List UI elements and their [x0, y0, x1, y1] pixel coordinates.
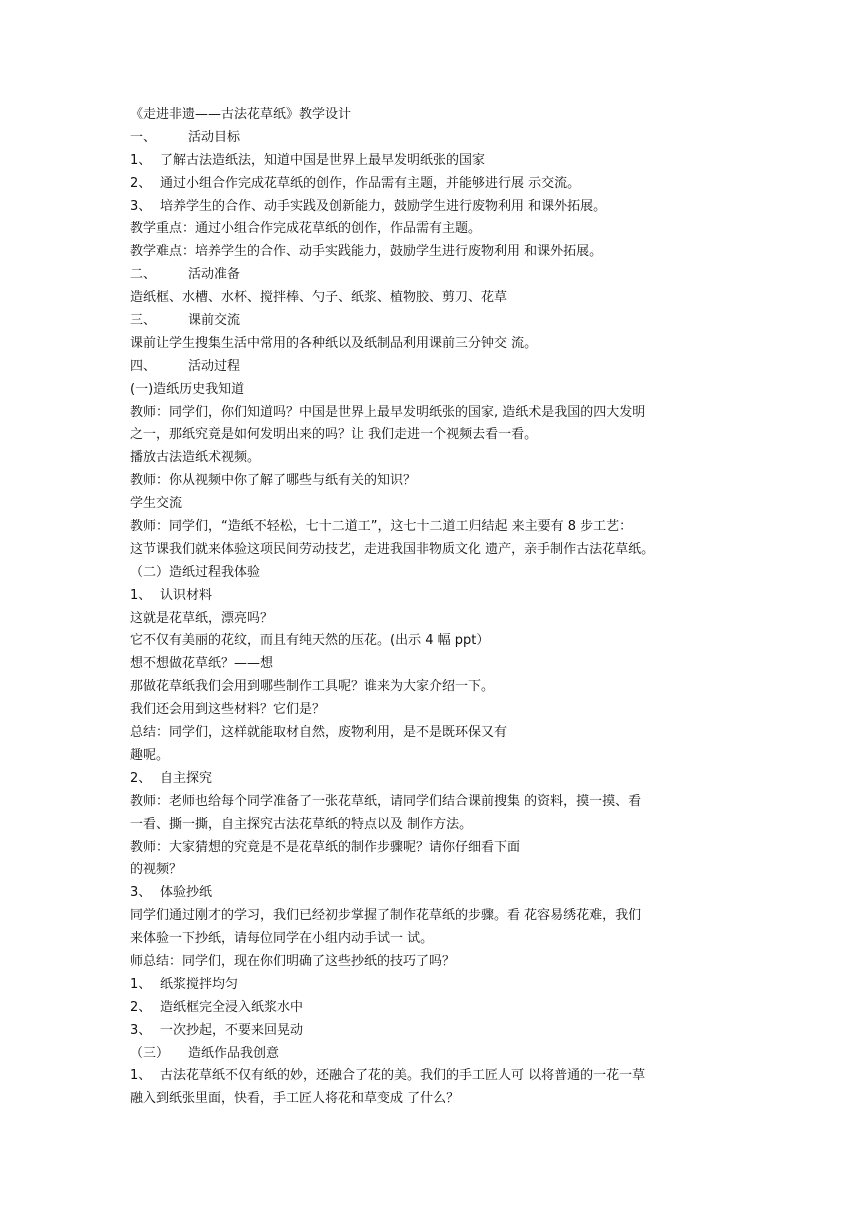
line-text: 想不想做花草纸？——想	[130, 656, 274, 672]
line-number: 3、	[130, 1022, 152, 1038]
line-text: 我们还会用到这些材料？它们是？	[130, 702, 326, 718]
line-text: 趣呢。	[130, 747, 170, 763]
line-text: 活动目标	[188, 129, 241, 145]
text-line	[130, 745, 735, 768]
line-text: 的视频？	[130, 862, 183, 878]
line-text: 通过小组合作完成花草纸的创作，作品需有主题，并能够进行展 示交流。	[160, 175, 581, 191]
text-line	[130, 791, 735, 814]
line-text: 之一，那纸究竟是如何发明出来的吗？让 我们走进一个视频去看一看。	[130, 427, 538, 443]
line-number: 1、	[130, 976, 152, 992]
line-text: 活动准备	[188, 267, 241, 283]
text-line	[130, 1065, 735, 1088]
line-number: 三、	[130, 313, 157, 329]
line-number: 二、	[130, 267, 157, 283]
text-line	[130, 424, 735, 447]
line-text: 培养学生的合作、动手实践及创新能力，鼓励学生进行废物利用 和课外拓展。	[160, 198, 607, 214]
line-text: 教师：大家猜想的究竟是不是花草纸的制作步骤呢？请你仔细看下面	[130, 839, 521, 855]
line-text: 播放古法造纸术视频。	[130, 450, 261, 466]
line-text: 教学难点：培养学生的合作、动手实践能力，鼓励学生进行废物利用 和课外拓展。	[130, 244, 603, 260]
text-line	[130, 470, 735, 493]
line-text: 总结：同学们，这样就能取材自然，废物利用，是不是既环保又有	[130, 725, 508, 741]
line-text: (一)造纸历史我知道	[130, 381, 245, 397]
text-line	[130, 837, 735, 860]
text-line	[130, 814, 735, 837]
text-line	[130, 310, 735, 333]
text-line	[130, 630, 735, 653]
line-text: 一看、撕一撕，自主探究古法花草纸的特点以及 制作方法。	[130, 816, 473, 832]
line-text: 融入到纸张里面，快看，手工匠人将花和草变成 了什么？	[130, 1091, 460, 1107]
line-text: 认识材料	[160, 587, 213, 603]
line-number: 3、	[130, 198, 152, 214]
line-text: 教师：同学们，“造纸不轻松，七十二道工”，这七十二道工归结起 来主要有 8 步工艺：	[130, 519, 633, 535]
line-text: 它不仅有美丽的花纹，而且有纯天然的压花。(出示 4 幅 ppt）	[130, 633, 490, 649]
text-line	[130, 287, 735, 310]
text-line	[130, 516, 735, 539]
line-number: （三）	[130, 1045, 170, 1061]
line-text: 古法花草纸不仅有纸的妙，还融合了花的美。我们的手工匠人可 以将普通的一花一草	[160, 1068, 646, 1084]
line-number: 2、	[130, 999, 152, 1015]
line-text: 教学重点：通过小组合作完成花草纸的创作，作品需有主题。	[130, 221, 482, 237]
text-line	[130, 768, 735, 791]
line-number: 1、	[130, 587, 152, 603]
text-line	[130, 104, 735, 127]
line-text: 了解古法造纸法，知道中国是世界上最早发明纸张的国家	[160, 152, 486, 168]
line-number: 四、	[130, 358, 157, 374]
text-line	[130, 859, 735, 882]
text-line	[130, 699, 735, 722]
line-text: 一次抄起，不要来回晃动	[160, 1022, 304, 1038]
text-line	[130, 676, 735, 699]
text-line	[130, 722, 735, 745]
line-number: 2、	[130, 770, 152, 786]
text-line	[130, 928, 735, 951]
text-line	[130, 402, 735, 425]
line-number: 一、	[130, 129, 157, 145]
line-text: 纸浆搅拌均匀	[160, 976, 239, 992]
line-text: 学生交流	[130, 496, 183, 512]
line-text: 教师：同学们，你们知道吗？中国是世界上最早发明纸张的国家, 造纸术是我国的四大发明	[130, 404, 646, 420]
line-text: 造纸框、水槽、水杯、搅拌棒、勺子、纸浆、植物胶、剪刀、花草	[130, 290, 508, 306]
text-line	[130, 241, 735, 264]
text-line	[130, 539, 735, 562]
line-number: 2、	[130, 175, 152, 191]
text-line	[130, 585, 735, 608]
line-text: 来体验一下抄纸，请每位同学在小组内动手试一 试。	[130, 931, 434, 947]
line-text: 这就是花草纸，漂亮吗？	[130, 610, 274, 626]
line-text: 同学们通过刚才的学习，我们已经初步掌握了制作花草纸的步骤。看 花容易绣花难，我们	[130, 908, 642, 924]
line-number: 1、	[130, 152, 152, 168]
line-number: 3、	[130, 885, 152, 901]
line-text: 教师：老师也给每个同学准备了一张花草纸，请同学们结合课前搜集 的资料，摸一摸、看	[130, 793, 642, 809]
text-line	[130, 127, 735, 150]
text-line	[130, 1043, 735, 1066]
text-line	[130, 333, 735, 356]
text-line	[130, 264, 735, 287]
text-line	[130, 447, 735, 470]
line-text: 那做花草纸我们会用到哪些制作工具呢？谁来为大家介绍一下。	[130, 679, 495, 695]
text-line	[130, 173, 735, 196]
line-text: 体验抄纸	[160, 885, 213, 901]
line-text: 这节课我们就来体验这项民间劳动技艺，走进我国非物质文化 遗产，亲手制作古法花草纸。	[130, 541, 655, 557]
text-line	[130, 379, 735, 402]
text-line	[130, 493, 735, 516]
text-line	[130, 882, 735, 905]
line-text: 《走进非遗——古法花草纸》教学设计	[130, 107, 352, 122]
line-text: 教师：你从视频中你了解了哪些与纸有关的知识？	[130, 473, 417, 489]
line-text: 课前交流	[188, 313, 241, 329]
text-line	[130, 218, 735, 241]
line-text: 课前让学生搜集生活中常用的各种纸以及纸制品利用课前三分钟交 流。	[130, 335, 538, 351]
text-line	[130, 653, 735, 676]
line-number: 1、	[130, 1068, 152, 1084]
document-body	[130, 104, 735, 1111]
line-text: 活动过程	[188, 358, 241, 374]
line-text: 造纸作品我创意	[188, 1045, 280, 1061]
text-line	[130, 356, 735, 379]
line-text: 造纸框完全浸入纸浆水中	[160, 999, 304, 1015]
line-text: 自主探究	[160, 770, 213, 786]
text-line	[130, 905, 735, 928]
text-line	[130, 196, 735, 219]
text-line	[130, 997, 735, 1020]
text-line	[130, 951, 735, 974]
text-line	[130, 1088, 735, 1111]
line-text: （二）造纸过程我体验	[130, 564, 261, 580]
text-line	[130, 608, 735, 631]
text-line	[130, 974, 735, 997]
text-line	[130, 562, 735, 585]
text-line	[130, 150, 735, 173]
text-line	[130, 1020, 735, 1043]
line-text: 师总结：同学们，现在你们明确了这些抄纸的技巧了吗？	[130, 953, 456, 969]
